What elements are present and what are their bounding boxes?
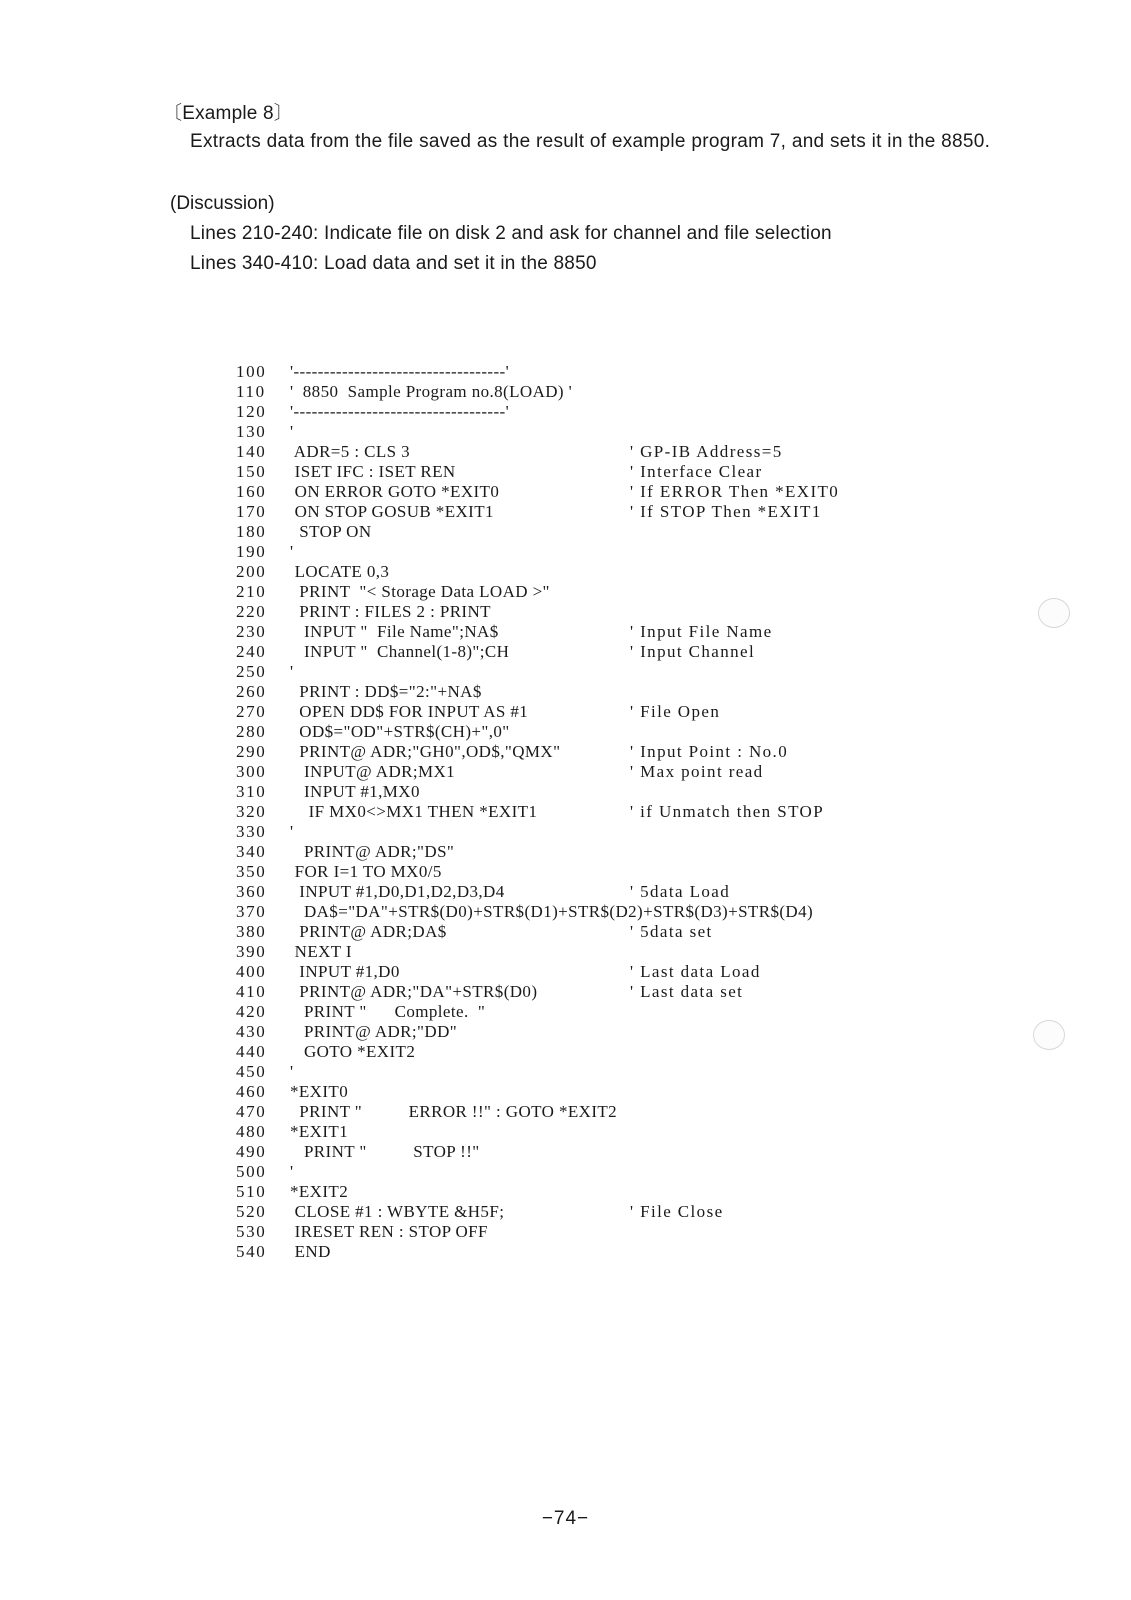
code-text: ' <box>290 422 294 441</box>
line-number: 120 <box>236 402 267 421</box>
code-line <box>236 1022 1116 1042</box>
code-text: *EXIT0 <box>290 1082 349 1101</box>
code-line <box>236 502 1116 522</box>
code-line <box>236 1222 1116 1242</box>
code-comment: ' Input Channel <box>630 642 756 661</box>
discussion-line: Lines 340-410: Load data and set it in the 8850 <box>190 253 597 274</box>
code-text: ADR=5 : CLS 3 <box>290 442 411 461</box>
line-number: 140 <box>236 442 267 461</box>
code-line <box>236 1122 1116 1142</box>
code-line <box>236 802 1116 822</box>
line-number: 380 <box>236 922 267 941</box>
code-line <box>236 442 1116 462</box>
line-number: 450 <box>236 1062 267 1081</box>
code-line <box>236 1162 1116 1182</box>
code-line <box>236 1002 1116 1022</box>
code-line <box>236 742 1116 762</box>
discussion-title: (Discussion) <box>170 193 275 214</box>
line-number: 190 <box>236 542 267 561</box>
code-line <box>236 982 1116 1002</box>
discussion-line: Lines 210-240: Indicate file on disk 2 and ask for channel and file selection <box>190 223 832 244</box>
code-line <box>236 702 1116 722</box>
code-comment: ' Interface Clear <box>630 462 763 481</box>
code-text: DA$="DA"+STR$(D0)+STR$(D1)+STR$(D2)+STR$(D3)+STR$(D4) <box>290 902 814 921</box>
code-text: *EXIT1 <box>290 1122 349 1141</box>
code-comment: ' GP-IB Address=5 <box>630 442 783 461</box>
code-text: PRINT@ ADR;"DS" <box>290 842 455 861</box>
page-number: −74− <box>541 1508 590 1529</box>
code-line <box>236 822 1116 842</box>
line-number: 540 <box>236 1242 267 1261</box>
line-number: 290 <box>236 742 267 761</box>
line-number: 390 <box>236 942 267 961</box>
line-number: 240 <box>236 642 267 661</box>
line-number: 510 <box>236 1182 267 1201</box>
code-comment: ' Input Point : No.0 <box>630 742 789 761</box>
code-text: *EXIT2 <box>290 1182 349 1201</box>
code-text: PRINT " Complete. " <box>290 1002 486 1021</box>
line-number: 330 <box>236 822 267 841</box>
line-number: 370 <box>236 902 267 921</box>
code-comment: ' Last data set <box>630 982 744 1001</box>
code-text: ' <box>290 542 294 561</box>
line-number: 150 <box>236 462 267 481</box>
code-text: INPUT " File Name";NA$ <box>290 622 499 641</box>
code-text: FOR I=1 TO MX0/5 <box>290 862 442 881</box>
line-number: 360 <box>236 882 267 901</box>
code-text: OD$="OD"+STR$(CH)+",0" <box>290 722 510 741</box>
code-text: ' <box>290 1062 294 1081</box>
line-number: 260 <box>236 682 267 701</box>
code-text: INPUT " Channel(1-8)";CH <box>290 642 510 661</box>
line-number: 220 <box>236 602 267 621</box>
code-line <box>236 522 1116 542</box>
code-line <box>236 382 1116 402</box>
punch-hole <box>1038 598 1070 628</box>
line-number: 200 <box>236 562 267 581</box>
example-description: Extracts data from the file saved as the result of example program 7, and sets it in the 8850. <box>190 131 991 152</box>
code-text: INPUT #1,D0 <box>290 962 400 981</box>
line-number: 180 <box>236 522 267 541</box>
code-text: PRINT@ ADR;"DD" <box>290 1022 458 1041</box>
code-line <box>236 662 1116 682</box>
line-number: 350 <box>236 862 267 881</box>
code-comment: ' 5data Load <box>630 882 731 901</box>
line-number: 420 <box>236 1002 267 1021</box>
code-line <box>236 562 1116 582</box>
code-text: ON ERROR GOTO *EXIT0 <box>290 482 500 501</box>
code-line <box>236 542 1116 562</box>
code-line <box>236 1242 1116 1262</box>
code-text: LOCATE 0,3 <box>290 562 390 581</box>
code-text: CLOSE #1 : WBYTE &H5F; <box>290 1202 505 1221</box>
code-text: GOTO *EXIT2 <box>290 1042 416 1061</box>
code-text: '-----------------------------------' <box>290 362 510 381</box>
code-line <box>236 1082 1116 1102</box>
line-number: 440 <box>236 1042 267 1061</box>
code-text: PRINT@ ADR;"GH0",OD$,"QMX" <box>290 742 561 761</box>
line-number: 270 <box>236 702 267 721</box>
code-text: ' <box>290 1162 294 1181</box>
code-text: INPUT #1,MX0 <box>290 782 420 801</box>
line-number: 500 <box>236 1162 267 1181</box>
code-line <box>236 602 1116 622</box>
code-text: PRINT " STOP !!" <box>290 1142 480 1161</box>
code-text: NEXT I <box>290 942 352 961</box>
code-comment: ' If STOP Then *EXIT1 <box>630 502 822 521</box>
line-number: 130 <box>236 422 267 441</box>
code-line <box>236 1202 1116 1222</box>
code-text: ON STOP GOSUB *EXIT1 <box>290 502 494 521</box>
line-number: 320 <box>236 802 267 821</box>
code-line <box>236 682 1116 702</box>
code-text: ' <box>290 662 294 681</box>
code-text: INPUT@ ADR;MX1 <box>290 762 456 781</box>
line-number: 310 <box>236 782 267 801</box>
code-line <box>236 402 1116 422</box>
line-number: 250 <box>236 662 267 681</box>
code-text: STOP ON <box>290 522 372 541</box>
code-line <box>236 762 1116 782</box>
code-text: PRINT " ERROR !!" : GOTO *EXIT2 <box>290 1102 618 1121</box>
code-text: PRINT : FILES 2 : PRINT <box>290 602 491 621</box>
code-comment: ' Input File Name <box>630 622 773 641</box>
code-line <box>236 862 1116 882</box>
code-line <box>236 882 1116 902</box>
example-heading: 〔Example 8〕 <box>163 103 293 124</box>
program-listing <box>236 362 1116 1262</box>
code-line <box>236 902 1116 922</box>
code-line <box>236 722 1116 742</box>
line-number: 410 <box>236 982 267 1001</box>
line-number: 280 <box>236 722 267 741</box>
code-comment: ' File Close <box>630 1202 724 1221</box>
code-line <box>236 642 1116 662</box>
code-line <box>236 622 1116 642</box>
code-comment: ' File Open <box>630 702 721 721</box>
code-text: IRESET REN : STOP OFF <box>290 1222 488 1241</box>
code-comment: ' 5data set <box>630 922 713 941</box>
line-number: 340 <box>236 842 267 861</box>
code-text: PRINT "< Storage Data LOAD >" <box>290 582 550 601</box>
code-text: ' 8850 Sample Program no.8(LOAD) ' <box>290 382 573 401</box>
code-line <box>236 1042 1116 1062</box>
line-number: 110 <box>236 382 266 401</box>
code-comment: ' If ERROR Then *EXIT0 <box>630 482 840 501</box>
code-line <box>236 942 1116 962</box>
line-number: 400 <box>236 962 267 981</box>
code-text: '-----------------------------------' <box>290 402 510 421</box>
code-line <box>236 962 1116 982</box>
line-number: 460 <box>236 1082 267 1101</box>
punch-hole <box>1033 1020 1065 1050</box>
line-number: 520 <box>236 1202 267 1221</box>
code-text: ISET IFC : ISET REN <box>290 462 456 481</box>
code-text: INPUT #1,D0,D1,D2,D3,D4 <box>290 882 505 901</box>
code-line <box>236 1102 1116 1122</box>
code-text: IF MX0<>MX1 THEN *EXIT1 <box>290 802 538 821</box>
code-text: END <box>290 1242 331 1261</box>
code-comment: ' if Unmatch then STOP <box>630 802 825 821</box>
code-line <box>236 922 1116 942</box>
line-number: 160 <box>236 482 267 501</box>
code-line <box>236 1062 1116 1082</box>
code-text: OPEN DD$ FOR INPUT AS #1 <box>290 702 529 721</box>
line-number: 300 <box>236 762 267 781</box>
line-number: 230 <box>236 622 267 641</box>
code-text: ' <box>290 822 294 841</box>
code-line <box>236 782 1116 802</box>
code-comment: ' Last data Load <box>630 962 761 981</box>
line-number: 210 <box>236 582 267 601</box>
code-line <box>236 1142 1116 1162</box>
code-text: PRINT : DD$="2:"+NA$ <box>290 682 482 701</box>
line-number: 100 <box>236 362 267 381</box>
code-text: PRINT@ ADR;"DA"+STR$(D0) <box>290 982 538 1001</box>
line-number: 530 <box>236 1222 267 1241</box>
code-line <box>236 1182 1116 1202</box>
code-line <box>236 582 1116 602</box>
code-line <box>236 842 1116 862</box>
code-line <box>236 422 1116 442</box>
line-number: 490 <box>236 1142 267 1161</box>
line-number: 470 <box>236 1102 267 1121</box>
code-comment: ' Max point read <box>630 762 764 781</box>
code-text: PRINT@ ADR;DA$ <box>290 922 447 941</box>
line-number: 480 <box>236 1122 267 1141</box>
code-line <box>236 462 1116 482</box>
line-number: 430 <box>236 1022 267 1041</box>
line-number: 170 <box>236 502 267 521</box>
code-line <box>236 482 1116 502</box>
code-line <box>236 362 1116 382</box>
